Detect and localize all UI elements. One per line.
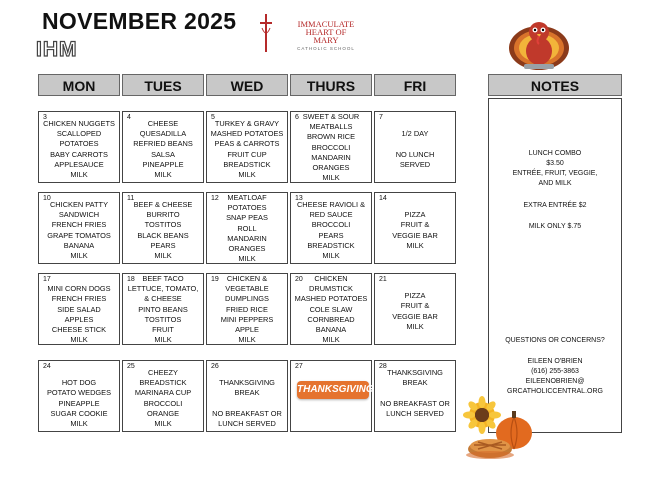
day-number: 3 [43, 114, 47, 121]
menu-text: CHICKEN NUGGETS SCALLOPED POTATOES BABY CARROTS APPLESAUCE MILK [43, 119, 115, 180]
day-cell [374, 273, 456, 345]
notes-panel [488, 98, 622, 433]
day-cell [206, 192, 288, 264]
day-cell [38, 360, 120, 432]
day-number: 24 [43, 363, 51, 370]
menu-text: THANKSGIVING BREAK NO BREAKFAST OR LUNCH SERVED [380, 368, 450, 418]
day-number: 7 [379, 114, 383, 121]
day-number: 14 [379, 195, 387, 202]
logo-line-1: IMMACULATE [297, 19, 355, 29]
menu-text: HOT DOG POTATO WEDGES PINEAPPLE SUGAR COOKIE MILK [46, 378, 112, 429]
logo-subtitle: CATHOLIC SCHOOL [297, 46, 355, 51]
day-number: 18 [127, 276, 135, 283]
day-number: 19 [211, 276, 219, 283]
contact-email-2: GRCATHOLICCENTRAL.ORG [507, 388, 603, 395]
day-cell [122, 111, 204, 183]
menu-text: CHEESE RAVIOLI & RED SAUCE BROCCOLI PEARS BREADSTICK MILK [296, 200, 366, 261]
contact-name: EILEEN O'BRIEN [527, 358, 583, 365]
day-cell [206, 111, 288, 183]
day-cell [374, 111, 456, 183]
logo-line-2: HEART OF [305, 27, 347, 37]
menu-text: TURKEY & GRAVY MASHED POTATOES PEAS & CARROTS FRUIT CUP BREADSTICK MILK [210, 119, 284, 180]
menu-text: SWEET & SOUR MEATBALLS BROWN RICE BROCCOLI MANDARIN ORANGES MILK [302, 112, 360, 183]
school-abbreviation: IHM [36, 38, 78, 61]
day-cell [122, 192, 204, 264]
header-thurs: THURS [290, 74, 372, 96]
day-cell [38, 273, 120, 345]
day-number: 11 [127, 195, 135, 202]
day-number: 13 [295, 195, 303, 202]
day-cell [38, 111, 120, 183]
questions-heading: QUESTIONS OR CONCERNS? [505, 337, 605, 344]
menu-text: PIZZA FRUIT & VEGGIE BAR MILK [392, 291, 438, 331]
combo-desc-2: AND MILK [538, 180, 572, 187]
menu-text: CHICKEN PATTY SANDWICH FRENCH FRIES GRAPE TOMATOS BANANA MILK [47, 200, 111, 261]
menu-text: MEATLOAF POTATOES SNAP PEAS ROLL MANDARIN ORANGES MILK [226, 193, 268, 264]
day-number: 4 [127, 114, 131, 121]
day-cell [122, 273, 204, 345]
menu-text: BEEF & CHEESE BURRITO TOSTITOS BLACK BEANS PEARS MILK [133, 200, 193, 261]
menu-text: CHICKEN DRUMSTICK MASHED POTATOES COLE SLAW CORNBREAD BANANA MILK [294, 274, 368, 345]
day-cell [206, 360, 288, 432]
page-title: NOVEMBER 2025 [42, 8, 237, 34]
extra-entree: EXTRA ENTRÉE $2 [523, 202, 587, 209]
day-number: 6 [295, 114, 299, 121]
contact-phone: (616) 255-3863 [531, 368, 579, 375]
day-cell [122, 360, 204, 432]
menu-text: THANKSGIVING BREAK NO BREAKFAST OR LUNCH SERVED [212, 378, 282, 429]
menu-text: 1/2 DAY NO LUNCH SERVED [395, 129, 435, 169]
menu-text: CHEEZY BREADSTICK MARINARA CUP BROCCOLI ORANGE MILK [134, 368, 192, 429]
header-wed: WED [206, 74, 288, 96]
day-cell [38, 192, 120, 264]
day-number: 5 [211, 114, 215, 121]
school-logo [258, 12, 383, 56]
autumn-decor-icon [460, 385, 550, 463]
cross-icon [258, 12, 274, 54]
day-cell [290, 111, 372, 183]
day-cell-holiday [290, 360, 372, 432]
day-number: 25 [127, 363, 135, 370]
day-number: 27 [295, 363, 303, 370]
day-cell [290, 192, 372, 264]
combo-title: LUNCH COMBO [528, 150, 582, 157]
header-tues: TUES [122, 74, 204, 96]
menu-text: CHICKEN & VEGETABLE DUMPLINGS FRIED RICE MINI PEPPERS APPLE MILK [220, 274, 274, 345]
day-number: 26 [211, 363, 219, 370]
day-number: 28 [379, 363, 387, 370]
day-number: 21 [379, 276, 387, 283]
milk-only: MILK ONLY $.75 [528, 223, 582, 230]
header-mon: MON [38, 74, 120, 96]
day-cell [206, 273, 288, 345]
menu-text: MINI CORN DOGS FRENCH FRIES SIDE SALAD APPLES CHEESE STICK MILK [47, 284, 111, 345]
day-number: 17 [43, 276, 51, 283]
menu-text: BEEF TACO LETTUCE, TOMATO, & CHEESE PINTO BEANS TOSTITOS FRUIT MILK [127, 274, 199, 345]
day-number: 10 [43, 195, 51, 202]
logo-line-3: MARY [313, 35, 339, 45]
school-name [276, 20, 376, 44]
menu-text: PIZZA FRUIT & VEGGIE BAR MILK [392, 210, 438, 250]
day-cell [374, 360, 456, 432]
day-cell [290, 273, 372, 345]
combo-desc-1: ENTRÉE, FRUIT, VEGGIE, [512, 170, 598, 177]
day-cell [374, 192, 456, 264]
menu-text: CHEESE QUESADILLA REFRIED BEANS SALSA PINEAPPLE MILK [133, 119, 193, 180]
contact-email-1: EILEENOBRIEN@ [525, 378, 585, 385]
header-notes: NOTES [488, 74, 622, 96]
day-number: 20 [295, 276, 303, 283]
turkey-icon [506, 8, 572, 74]
day-number: 12 [211, 195, 219, 202]
combo-price: $3.50 [546, 160, 564, 167]
header-fri: FRI [374, 74, 456, 96]
thanksgiving-badge: THANKSGIVING [297, 381, 369, 399]
